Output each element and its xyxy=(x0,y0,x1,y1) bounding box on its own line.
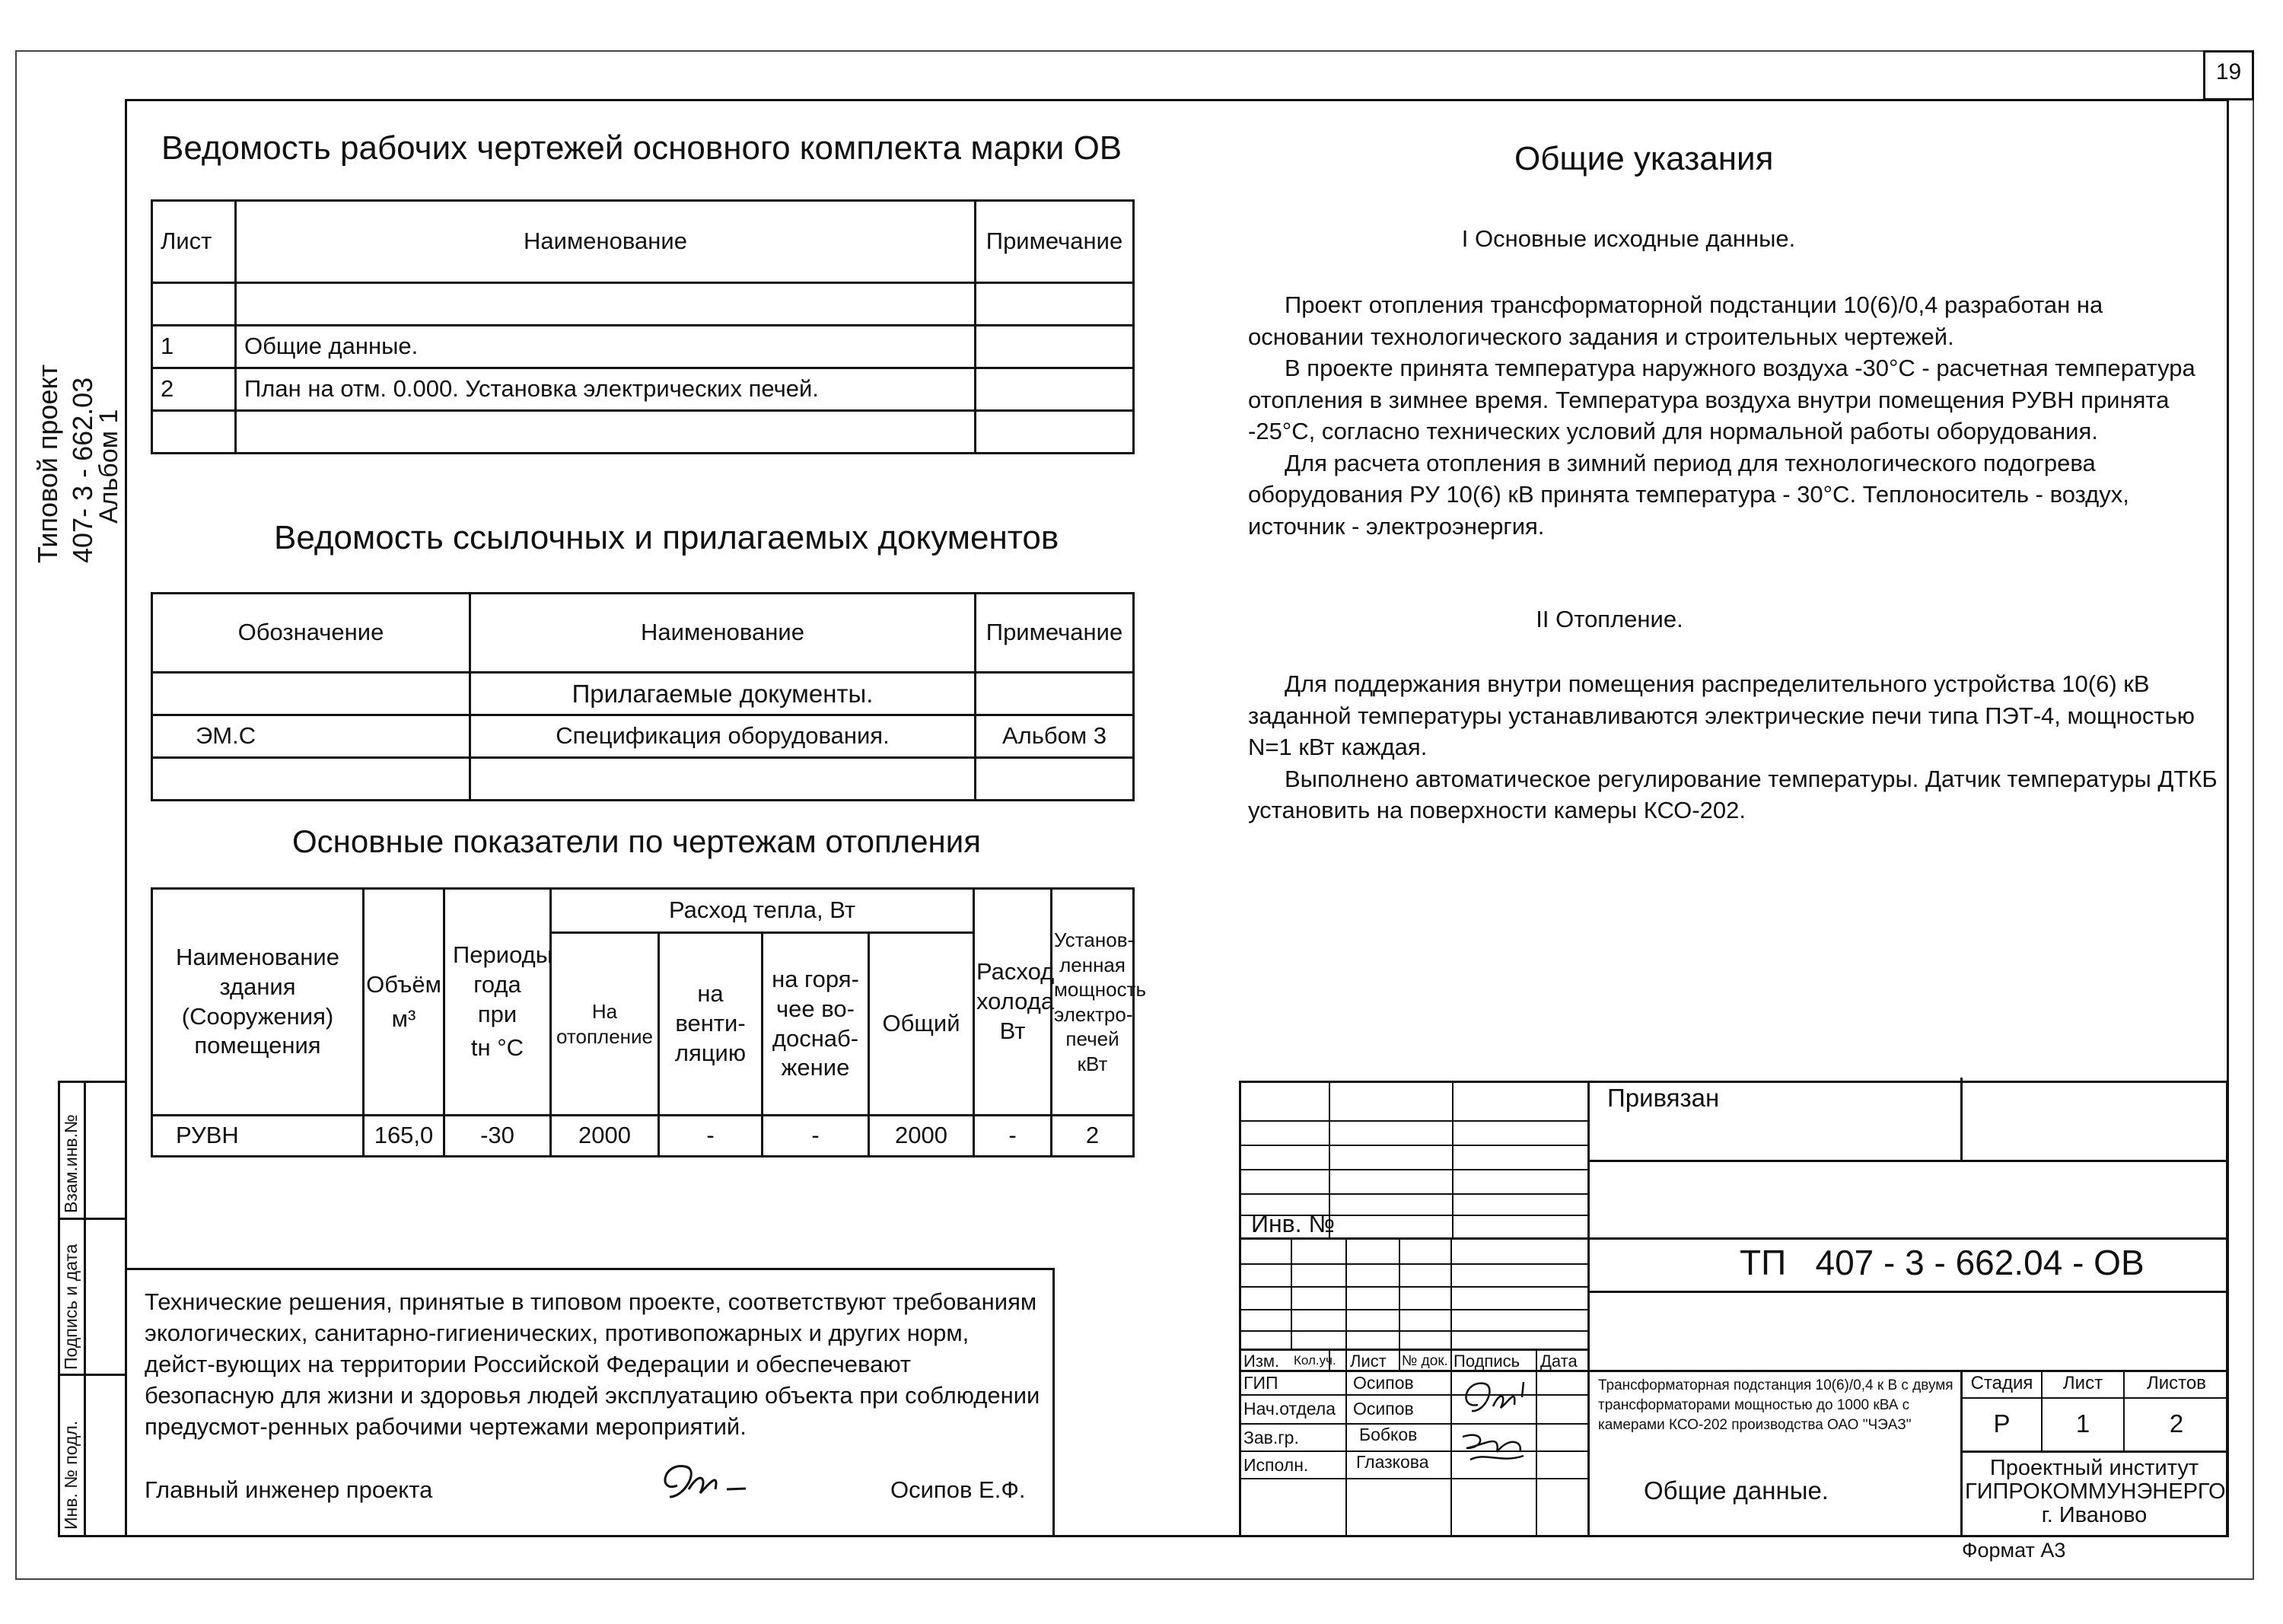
signature-zavgr xyxy=(1455,1422,1539,1475)
notes-title: Общие указания xyxy=(1514,140,1774,177)
header-periods-label: Периоды года при xyxy=(453,941,553,1027)
project-description: Трансформаторная подстанция 10(6)/0,4 к В с двумя трансформаторами мощностью до 1000 кВА с камерами КСО-202 производства ОАО "ЧЭАЗ" xyxy=(1598,1377,1953,1433)
notes-text-2 xyxy=(1248,668,2218,826)
table-row-heat-water: - xyxy=(763,1116,869,1157)
person-name: Осипов xyxy=(1353,1399,1414,1419)
table-row-note xyxy=(976,326,1134,368)
header-heat-total: Общий xyxy=(869,933,974,1116)
person-role: Нач.отдела xyxy=(1243,1399,1336,1419)
header-heat-heating: На отопление xyxy=(551,933,659,1116)
sheets-label: Листов xyxy=(2147,1373,2206,1393)
indicators-title: Основные показатели по чертежам отопления xyxy=(292,823,981,859)
paper-format: Формат А3 xyxy=(1962,1539,2066,1562)
organization: Проектный институт ГИПРОКОММУНЭНЕРГО г. Иваново xyxy=(1965,1456,2226,1527)
header-name: Наименование xyxy=(236,201,976,283)
header-heat: Расход тепла, Вт xyxy=(551,889,974,933)
side-stamp-line1: Типовой проект xyxy=(32,364,63,563)
drawings-table xyxy=(151,199,1135,454)
table-row-heat-heating: 2000 xyxy=(551,1116,659,1157)
notes-section-1: I Основные исходные данные. xyxy=(1461,225,1796,252)
header-heat-vent: на венти-ляцию xyxy=(659,933,763,1116)
table-row-note: Альбом 3 xyxy=(976,715,1134,758)
person-name: Бобков xyxy=(1359,1425,1418,1444)
table-row-power: 2 xyxy=(1052,1116,1134,1157)
header-periods xyxy=(444,889,551,1116)
docs-list-title: Ведомость ссылочных и прилагаемых документов xyxy=(274,519,1059,556)
drawing-code: ТП 407 - 3 - 662.04 - ОВ xyxy=(1740,1243,2144,1282)
person-role: Исполн. xyxy=(1243,1455,1309,1475)
stage-label: Стадия xyxy=(1970,1373,2033,1393)
table-row-sheet: 1 xyxy=(152,326,236,368)
person-role: Зав.гр. xyxy=(1243,1428,1299,1447)
col-izm: Изм. xyxy=(1243,1352,1280,1371)
header-cold: Расход холода Вт xyxy=(974,889,1052,1116)
page-number: 19 xyxy=(2215,59,2242,84)
side-col-inv: Инв. № подл. xyxy=(61,1420,81,1530)
sheet-value: 1 xyxy=(2075,1409,2090,1438)
header-volume xyxy=(364,889,444,1116)
statement-role: Главный инженер проекта xyxy=(145,1476,433,1503)
table-row-name: Спецификация оборудования. xyxy=(470,715,976,758)
table-row-volume: 165,0 xyxy=(364,1116,444,1157)
header-power: Установ-ленная мощность электро-печей кВт xyxy=(1052,889,1134,1116)
statement-name: Осипов Е.Ф. xyxy=(890,1476,1026,1503)
section-label: Прилагаемые документы. xyxy=(470,673,976,715)
chief-engineer-signature xyxy=(654,1455,769,1508)
header-building: Наименование здания (Сооружения) помещения xyxy=(152,889,364,1116)
notes-paragraph-3: Для расчета отопления в зимний период для технологического подогрева оборудования РУ 10(6) кВ принята температура - 30°С. Теплоноситель - воздух, источник - электроэнергия. xyxy=(1248,449,2129,540)
header-note: Примечание xyxy=(976,594,1134,673)
header-sheet: Лист xyxy=(152,201,236,283)
signature-gip xyxy=(1455,1374,1539,1420)
table-row-heat-total: 2000 xyxy=(869,1116,974,1157)
table-row-note xyxy=(976,368,1134,411)
notes-text-1 xyxy=(1248,289,2218,542)
statement-text: Технические решения, принятые в типовом проекте, соответствуют требованиям экологических, санитарно-гигиенических, противопожарных и других норм, дейст-вующих на территории Российской Федерации и обеспечевают безопасную для жизни и здоровья людей эксплуатацию объекта при соблюдении предусмот-ренных рабочими чертежами мероприятий. xyxy=(145,1288,1040,1440)
table-row-period: -30 xyxy=(444,1116,551,1157)
table-row-cold: - xyxy=(974,1116,1052,1157)
col-doc: № док. xyxy=(1402,1353,1448,1369)
notes-section-2: II Отопление. xyxy=(1536,606,1683,632)
table-row-sheet: 2 xyxy=(152,368,236,411)
sheet-label: Лист xyxy=(2062,1373,2103,1393)
inv-number-label: Инв. № xyxy=(1251,1210,1335,1237)
table-row-name: Общие данные. xyxy=(236,326,976,368)
col-list: Лист xyxy=(1350,1352,1387,1371)
table-row-designation: ЭМ.С xyxy=(152,715,470,758)
col-date: Дата xyxy=(1540,1352,1578,1371)
header-name: Наименование xyxy=(470,594,976,673)
header-volume-label: Объём xyxy=(366,970,441,998)
person-role: ГИП xyxy=(1243,1373,1278,1393)
header-designation: Обозначение xyxy=(152,594,470,673)
privyazan-label: Привязан xyxy=(1607,1084,1720,1112)
indicators-table xyxy=(151,887,1147,1157)
header-heat-water: на горя-чее во-доснаб-жение xyxy=(763,933,869,1116)
person-name: Осипов xyxy=(1353,1373,1414,1393)
sheets-value: 2 xyxy=(2169,1409,2184,1438)
drawings-list-title: Ведомость рабочих чертежей основного комплекта марки ОВ xyxy=(161,129,1122,167)
notes-paragraph-5: Выполнено автоматическое регулирование температуры. Датчик температуры ДТКБ установить на поверхности камеры КСО-202. xyxy=(1248,765,2218,823)
header-note: Примечание xyxy=(976,201,1134,283)
header-volume-unit: м³ xyxy=(391,1005,416,1032)
side-stamp-line3: Альбом 1 xyxy=(94,409,123,524)
header-periods-unit: tн °С xyxy=(470,1034,524,1062)
table-row-building: РУВН xyxy=(152,1116,364,1157)
person-name: Глазкова xyxy=(1356,1452,1429,1472)
table-row-name: План на отм. 0.000. Установка электрических печей. xyxy=(236,368,976,411)
col-kol: Кол.уч. xyxy=(1294,1353,1336,1368)
document-name: Общие данные. xyxy=(1644,1476,1829,1505)
side-col-vzam: Взам.инв.№ xyxy=(61,1114,81,1213)
notes-paragraph-4: Для поддержания внутри помещения распределительного устройства 10(6) кВ заданной температуры устанавливаются электрические печи типа ПЭТ-4, мощностью N=1 кВт каждая. xyxy=(1248,670,2195,760)
side-col-podpis: Подпись и дата xyxy=(61,1243,81,1370)
notes-paragraph-1: Проект отопления трансформаторной подстанции 10(6)/0,4 разработан на основании технологического задания и строительных чертежей. xyxy=(1248,291,2103,350)
side-stamp-line2: 407- 3 - 662.03 xyxy=(67,377,98,563)
col-sign: Подпись xyxy=(1454,1352,1520,1371)
stage-value: Р xyxy=(1993,1409,2011,1438)
notes-paragraph-2: В проекте принята температура наружного воздуха -30°С - расчетная температура отопления в зимнее время. Температура воздуха внутри помещения РУВН принята -25°С, согласно технических условий для нормальной работы оборудования. xyxy=(1248,355,2195,444)
docs-table xyxy=(151,592,1135,801)
table-row-heat-vent: - xyxy=(659,1116,763,1157)
